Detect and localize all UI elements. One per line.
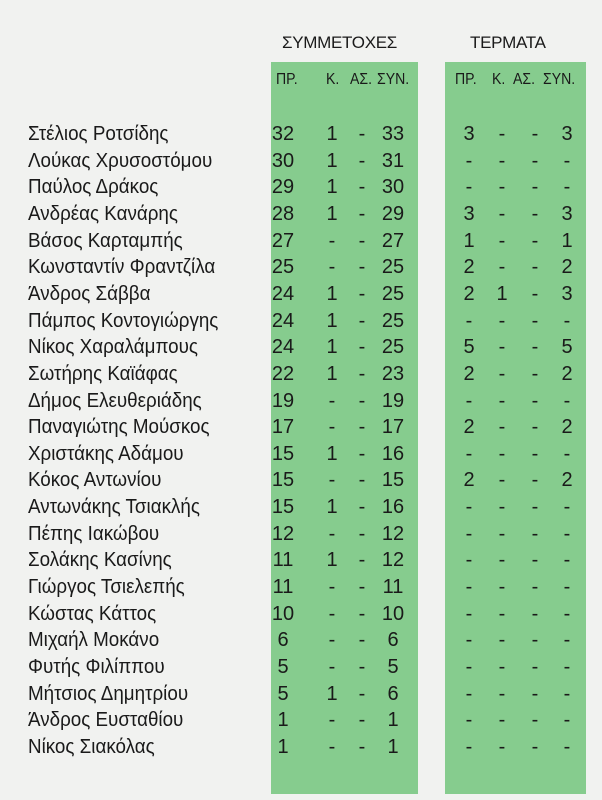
- player-name: Στέλιος Ροτσίδης: [28, 123, 169, 145]
- goals-asia-cell: -: [531, 336, 539, 359]
- player-row: [0, 654, 602, 681]
- player-name: Κόκος Αντωνίου: [28, 469, 162, 492]
- appearances-asia-cell: -: [358, 709, 366, 732]
- appearances-total-cell: 25: [381, 282, 405, 305]
- appearances-asia-cell: -: [358, 362, 366, 385]
- goals-asia-cell: -: [531, 229, 539, 252]
- goals-total-cell: -: [563, 149, 571, 172]
- goals-starts-cell: -: [465, 576, 473, 599]
- appearances-cup-cell: -: [328, 469, 336, 492]
- goals-asia-cell: -: [531, 602, 539, 625]
- goals-total-cell: -: [563, 549, 571, 572]
- appearances-cup-cell: -: [328, 602, 336, 625]
- goals-total-cell: -: [563, 389, 571, 412]
- player-name: Νίκος Σιακόλας: [28, 735, 155, 758]
- player-name: Σολάκης Κασίνης: [28, 549, 172, 572]
- appearances-starts-cell: 5: [277, 682, 289, 705]
- player-name: Χριστάκης Αδάμου: [28, 442, 184, 465]
- goals-asia-cell: -: [531, 123, 539, 145]
- player-name: Λούκας Χρυσοστόμου: [28, 149, 213, 172]
- goals-cup-cell: 1: [496, 282, 508, 305]
- appearances-cup-cell: -: [328, 416, 336, 439]
- goals-asia-cell: -: [531, 282, 539, 305]
- player-name: Νίκος Χαραλάμπους: [28, 336, 198, 359]
- goals-asia-cell: -: [531, 362, 539, 385]
- goals-starts-cell: 2: [463, 469, 475, 492]
- appearances-starts-cell: 10: [271, 602, 295, 625]
- appearances-starts-cell: 15: [271, 469, 295, 492]
- player-row: [0, 121, 602, 148]
- appearances-total-cell: 17: [381, 416, 405, 439]
- player-row: [0, 707, 602, 734]
- appearances-total-cell: 6: [387, 629, 399, 652]
- player-name: Παναγιώτης Μούσκος: [28, 416, 210, 439]
- appearances-starts-cell: 24: [271, 336, 295, 359]
- appearances-cup-cell: 1: [326, 336, 338, 359]
- appearances-asia-cell: -: [358, 682, 366, 705]
- appearances-cup-cell: -: [328, 576, 336, 599]
- player-name: Ανδρέας Κανάρης: [28, 202, 178, 225]
- goals-total-cell: -: [563, 176, 571, 199]
- goals-starts-cell: -: [465, 176, 473, 199]
- goals-starts-cell: -: [465, 709, 473, 732]
- appearances-asia-cell: -: [358, 202, 366, 225]
- appearances-total-cell: 1: [387, 735, 399, 758]
- goals-header-total: ΣΥΝ.: [543, 71, 576, 88]
- appearances-cup-cell: 1: [326, 282, 338, 305]
- goals-cup-cell: -: [498, 682, 506, 705]
- player-row: [0, 201, 602, 228]
- goals-cup-cell: -: [498, 309, 506, 332]
- goals-starts-cell: 3: [463, 202, 475, 225]
- goals-asia-cell: -: [531, 256, 539, 279]
- appearances-starts-cell: 28: [271, 202, 295, 225]
- goals-asia-cell: -: [531, 735, 539, 758]
- appearances-asia-cell: -: [358, 416, 366, 439]
- appearances-starts-cell: 11: [272, 576, 294, 599]
- appearances-asia-cell: -: [358, 229, 366, 252]
- appearances-starts-cell: 11: [272, 549, 294, 572]
- goals-asia-cell: -: [531, 176, 539, 199]
- appearances-asia-cell: -: [358, 336, 366, 359]
- player-row: [0, 734, 602, 761]
- goals-total-cell: 1: [561, 229, 573, 252]
- goals-asia-cell: -: [531, 442, 539, 465]
- appearances-starts-cell: 15: [271, 496, 295, 519]
- goals-cup-cell: -: [498, 389, 506, 412]
- goals-cup-cell: -: [498, 735, 506, 758]
- appearances-starts-cell: 29: [271, 176, 295, 199]
- goals-total-cell: -: [563, 656, 571, 678]
- appearances-starts-cell: 25: [271, 256, 295, 279]
- appearances-header-total: ΣΥΝ.: [377, 71, 410, 88]
- player-name: Πάμπος Κοντογιώργης: [28, 309, 219, 332]
- appearances-header-cup: Κ.: [326, 71, 340, 88]
- goals-cup-cell: -: [498, 602, 506, 625]
- goals-asia-cell: -: [531, 576, 539, 599]
- goals-cup-cell: -: [498, 549, 506, 572]
- appearances-cup-cell: 1: [326, 176, 338, 199]
- goals-cup-cell: -: [498, 629, 506, 652]
- appearances-asia-cell: -: [358, 522, 366, 545]
- goals-cup-cell: -: [498, 123, 506, 145]
- appearances-asia-cell: -: [358, 576, 366, 599]
- player-name: Παύλος Δράκος: [28, 176, 159, 199]
- appearances-total-cell: 29: [381, 202, 405, 225]
- player-row: [0, 467, 602, 494]
- player-name: Πέπης Ιακώβου: [28, 522, 160, 545]
- appearances-asia-cell: -: [358, 389, 366, 412]
- appearances-asia-cell: -: [358, 469, 366, 492]
- appearances-total-cell: 19: [381, 389, 405, 412]
- goals-cup-cell: -: [498, 362, 506, 385]
- appearances-starts-cell: 12: [271, 522, 295, 545]
- goals-starts-cell: -: [465, 682, 473, 705]
- appearances-asia-cell: -: [358, 309, 366, 332]
- appearances-starts-cell: 15: [271, 442, 295, 465]
- goals-cup-cell: -: [498, 576, 506, 599]
- appearances-cup-cell: 1: [326, 149, 338, 172]
- goals-title: ΤΕΡΜΑΤΑ: [470, 33, 546, 52]
- goals-total-cell: 2: [561, 256, 573, 279]
- appearances-total-cell: 31: [381, 149, 405, 172]
- appearances-total-cell: 6: [387, 682, 399, 705]
- appearances-cup-cell: 1: [326, 309, 338, 332]
- appearances-asia-cell: -: [358, 629, 366, 652]
- goals-total-cell: 2: [561, 416, 573, 439]
- goals-total-cell: -: [563, 309, 571, 332]
- appearances-starts-cell: 1: [277, 709, 289, 732]
- appearances-asia-cell: -: [358, 256, 366, 279]
- player-name: Άνδρος Σάββα: [28, 282, 151, 305]
- appearances-total-cell: 12: [381, 522, 405, 545]
- player-row: [0, 521, 602, 548]
- appearances-asia-cell: -: [358, 282, 366, 305]
- goals-asia-cell: -: [531, 469, 539, 492]
- player-row: [0, 281, 602, 308]
- player-name: Δήμος Ελευθεριάδης: [28, 389, 202, 412]
- appearances-total-cell: 25: [381, 256, 405, 279]
- goals-starts-cell: 5: [463, 336, 475, 359]
- goals-total-cell: -: [563, 602, 571, 625]
- appearances-total-cell: 16: [381, 496, 405, 519]
- goals-asia-cell: -: [531, 656, 539, 678]
- appearances-starts-cell: 6: [277, 629, 289, 652]
- goals-cup-cell: -: [498, 229, 506, 252]
- appearances-starts-cell: 17: [271, 416, 295, 439]
- player-row: [0, 627, 602, 654]
- goals-starts-cell: 1: [463, 229, 475, 252]
- goals-cup-cell: -: [498, 336, 506, 359]
- goals-cup-cell: -: [498, 256, 506, 279]
- appearances-asia-cell: -: [358, 496, 366, 519]
- goals-cup-cell: -: [498, 522, 506, 545]
- player-row: [0, 547, 602, 574]
- appearances-starts-cell: 24: [271, 282, 295, 305]
- appearances-starts-cell: 24: [271, 309, 295, 332]
- goals-starts-cell: -: [465, 149, 473, 172]
- appearances-cup-cell: -: [328, 229, 336, 252]
- player-row: [0, 254, 602, 281]
- appearances-total-cell: 33: [381, 123, 405, 145]
- appearances-asia-cell: -: [358, 149, 366, 172]
- goals-cup-cell: -: [498, 469, 506, 492]
- player-name: Κωνσταντίν Φραντζίλα: [28, 256, 216, 279]
- player-name: Γιώργος Τσιελεπής: [28, 576, 185, 599]
- appearances-asia-cell: -: [358, 176, 366, 199]
- goals-asia-cell: -: [531, 416, 539, 439]
- goals-starts-cell: 3: [463, 123, 475, 145]
- appearances-cup-cell: 1: [326, 682, 338, 705]
- appearances-total-cell: 25: [381, 309, 405, 332]
- goals-cup-cell: -: [498, 202, 506, 225]
- goals-starts-cell: -: [465, 442, 473, 465]
- goals-total-cell: 3: [561, 202, 573, 225]
- player-name: Φυτής Φιλίππου: [28, 656, 165, 678]
- appearances-asia-cell: -: [358, 549, 366, 572]
- appearances-cup-cell: 1: [326, 123, 338, 145]
- appearances-cup-cell: -: [328, 709, 336, 732]
- goals-starts-cell: -: [465, 522, 473, 545]
- player-row: [0, 494, 602, 521]
- goals-asia-cell: -: [531, 149, 539, 172]
- appearances-cup-cell: -: [328, 256, 336, 279]
- player-row: [0, 334, 602, 361]
- goals-starts-cell: 2: [463, 282, 475, 305]
- appearances-asia-cell: -: [358, 656, 366, 678]
- goals-header-cup: Κ.: [492, 71, 506, 88]
- appearances-header-starts: ΠΡ.: [276, 71, 298, 88]
- appearances-total-cell: 16: [381, 442, 405, 465]
- goals-asia-cell: -: [531, 496, 539, 519]
- appearances-starts-cell: 30: [271, 149, 295, 172]
- appearances-asia-cell: -: [358, 123, 366, 145]
- goals-starts-cell: -: [465, 602, 473, 625]
- appearances-cup-cell: 1: [326, 496, 338, 519]
- appearances-cup-cell: 1: [326, 362, 338, 385]
- appearances-cup-cell: -: [328, 629, 336, 652]
- appearances-title: ΣΥΜΜΕΤΟΧΕΣ: [282, 33, 397, 52]
- goals-starts-cell: 2: [463, 362, 475, 385]
- player-row: [0, 174, 602, 201]
- appearances-total-cell: 23: [381, 362, 405, 385]
- appearances-total-cell: 27: [381, 229, 405, 252]
- player-name: Σωτήρης Καϊάφας: [28, 362, 178, 385]
- appearances-total-cell: 25: [381, 336, 405, 359]
- goals-starts-cell: -: [465, 656, 473, 678]
- appearances-cup-cell: -: [328, 522, 336, 545]
- goals-cup-cell: -: [498, 709, 506, 732]
- goals-asia-cell: -: [531, 309, 539, 332]
- goals-total-cell: -: [563, 496, 571, 519]
- goals-total-cell: 2: [561, 362, 573, 385]
- goals-asia-cell: -: [531, 682, 539, 705]
- goals-total-cell: -: [563, 522, 571, 545]
- goals-header-asia: ΑΣ.: [513, 71, 536, 88]
- appearances-asia-cell: -: [358, 735, 366, 758]
- player-row: [0, 388, 602, 415]
- appearances-total-cell: 1: [387, 709, 399, 732]
- goals-starts-cell: -: [465, 389, 473, 412]
- goals-total-cell: -: [563, 709, 571, 732]
- goals-total-cell: -: [563, 682, 571, 705]
- goals-total-cell: 3: [561, 282, 573, 305]
- appearances-total-cell: 15: [381, 469, 405, 492]
- player-row: [0, 574, 602, 601]
- goals-starts-cell: 2: [463, 256, 475, 279]
- player-row: [0, 361, 602, 388]
- appearances-cup-cell: -: [328, 656, 336, 678]
- goals-asia-cell: -: [531, 202, 539, 225]
- player-row: [0, 601, 602, 628]
- goals-cup-cell: -: [498, 442, 506, 465]
- appearances-cup-cell: 1: [326, 442, 338, 465]
- appearances-cup-cell: 1: [326, 549, 338, 572]
- goals-asia-cell: -: [531, 549, 539, 572]
- appearances-cup-cell: -: [328, 735, 336, 758]
- player-name: Μήτσιος Δημητρίου: [28, 682, 189, 705]
- goals-total-cell: -: [563, 629, 571, 652]
- goals-starts-cell: -: [465, 629, 473, 652]
- goals-starts-cell: -: [465, 735, 473, 758]
- goals-total-cell: -: [563, 442, 571, 465]
- goals-starts-cell: -: [465, 549, 473, 572]
- appearances-starts-cell: 22: [271, 362, 295, 385]
- goals-asia-cell: -: [531, 522, 539, 545]
- goals-cup-cell: -: [498, 176, 506, 199]
- player-name: Αντωνάκης Τσιακλής: [28, 496, 200, 519]
- appearances-asia-cell: -: [358, 602, 366, 625]
- goals-total-cell: 2: [561, 469, 573, 492]
- player-row: [0, 441, 602, 468]
- player-row: [0, 228, 602, 255]
- player-name: Μιχαήλ Μοκάνο: [28, 629, 160, 652]
- goals-header-starts: ΠΡ.: [455, 71, 477, 88]
- player-row: [0, 414, 602, 441]
- appearances-starts-cell: 19: [271, 389, 295, 412]
- appearances-cup-cell: -: [328, 389, 336, 412]
- appearances-total-cell: 30: [381, 176, 405, 199]
- appearances-total-cell: 11: [382, 576, 404, 599]
- goals-cup-cell: -: [498, 149, 506, 172]
- appearances-cup-cell: 1: [326, 202, 338, 225]
- goals-starts-cell: -: [465, 309, 473, 332]
- appearances-starts-cell: 1: [277, 735, 289, 758]
- appearances-total-cell: 10: [381, 602, 405, 625]
- player-row: [0, 148, 602, 175]
- player-name: Κώστας Κάττος: [28, 602, 157, 625]
- appearances-starts-cell: 32: [271, 123, 295, 145]
- player-name: Άνδρος Ευσταθίου: [28, 709, 184, 732]
- goals-starts-cell: -: [465, 496, 473, 519]
- appearances-total-cell: 5: [387, 656, 399, 678]
- player-row: [0, 308, 602, 335]
- appearances-starts-cell: 5: [277, 656, 289, 678]
- goals-starts-cell: 2: [463, 416, 475, 439]
- goals-asia-cell: -: [531, 629, 539, 652]
- appearances-total-cell: 12: [381, 549, 405, 572]
- goals-total-cell: -: [563, 735, 571, 758]
- goals-total-cell: 3: [561, 123, 573, 145]
- goals-total-cell: -: [563, 576, 571, 599]
- appearances-asia-cell: -: [358, 442, 366, 465]
- appearances-header-asia: ΑΣ.: [350, 71, 373, 88]
- goals-cup-cell: -: [498, 496, 506, 519]
- goals-total-cell: 5: [561, 336, 573, 359]
- goals-asia-cell: -: [531, 709, 539, 732]
- goals-asia-cell: -: [531, 389, 539, 412]
- goals-cup-cell: -: [498, 656, 506, 678]
- appearances-starts-cell: 27: [271, 229, 295, 252]
- player-name: Βάσος Καρταμπής: [28, 229, 183, 252]
- player-row: [0, 681, 602, 708]
- goals-cup-cell: -: [498, 416, 506, 439]
